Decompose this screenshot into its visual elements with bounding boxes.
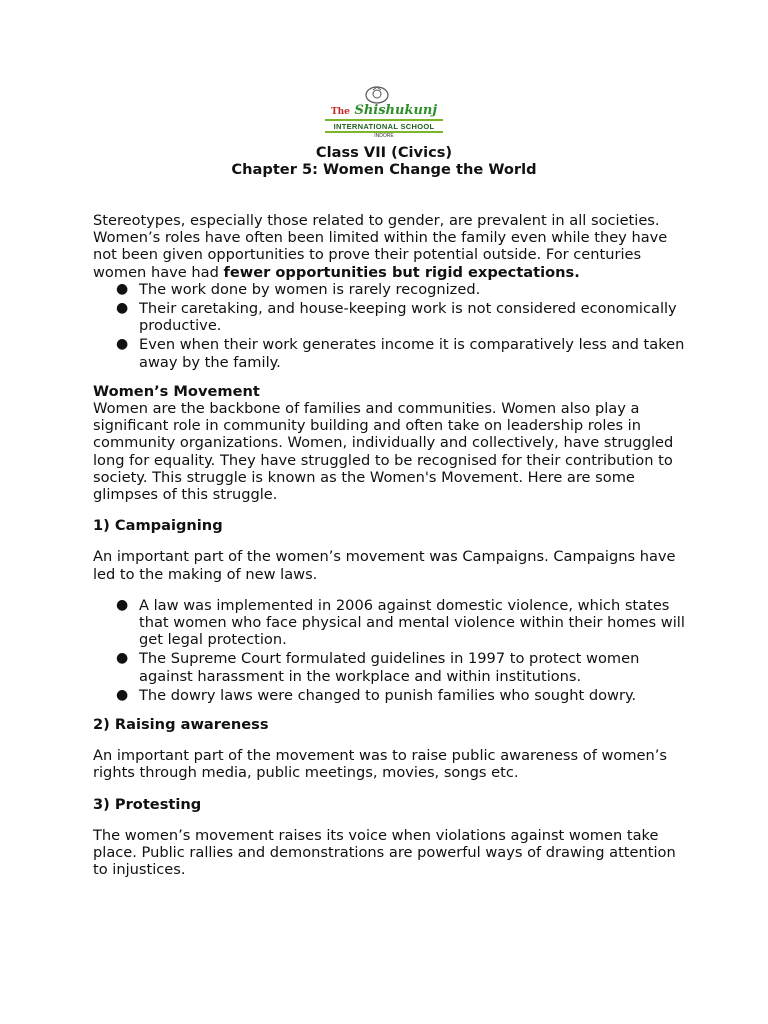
bullet-icon: ● [116,686,129,703]
list-item-text: A law was implemented in 2006 against domestic violence, which states that women who face physical and mental violence within their homes will get legal protection. [139,596,685,649]
list-item-text: Even when their work generates income it is comparatively less and taken away by the family. [139,336,685,371]
school-emblem-icon [364,86,390,104]
list-item [93,650,693,684]
bullet-icon: ● [116,300,129,317]
list-item-text: The Supreme Court formulated guidelines in 1997 to protect women against harassment in the workplace and within institutions. [139,650,640,685]
school-subtitle: INTERNATIONAL SCHOOL [333,122,435,131]
list-item [93,300,693,334]
list-item [93,336,693,370]
list-item [93,687,693,704]
campaigning-bullet-list [93,597,693,704]
logo-rule-top [325,119,443,121]
section-heading-movement: Women’s Movement [93,382,260,400]
movement-paragraph: Women are the backbone of families and communities. Women also play a significant role in community building and often take on leadership roles in community organizations. Women, individually and collectively, have struggled long for equality. They have struggled to be recognised for their contribution to society. This struggle is known as the Women's Movement. Here are some glimpses of this struggle. [93,400,674,504]
school-city: INDORE [374,133,394,139]
school-name [321,104,447,118]
section-heading-protesting: 3) Protesting [93,795,202,813]
school-name-the: The [330,107,350,117]
school-logo [321,86,447,144]
section-heading-campaigning: 1) Campaigning [93,517,223,535]
chapter-title: Chapter 5: Women Change the World [231,161,537,178]
document-body [93,212,693,879]
bullet-icon: ● [116,596,129,613]
list-item [93,281,693,298]
list-item-text: The work done by women is rarely recognized. [139,280,481,298]
list-item-text: The dowry laws were changed to punish families who sought dowry. [139,686,637,704]
protesting-paragraph: The women’s movement raises its voice when violations against women take place. Public rallies and demonstrations are powerful ways of drawing attention to injustices. [93,826,676,879]
intro-bullet-list [93,281,693,371]
bullet-icon: ● [116,280,129,297]
bullet-icon: ● [116,336,129,353]
class-title: Class VII (Civics) [315,144,453,161]
awareness-paragraph: An important part of the movement was to raise public awareness of women’s rights through media, public meetings, movies, songs etc. [93,747,668,782]
intro-paragraph [93,212,693,281]
school-name-main: Shishukunj [354,103,438,118]
list-item-text: Their caretaking, and house-keeping work is not considered economically productive. [139,300,677,335]
section-heading-awareness: 2) Raising awareness [93,716,269,734]
campaigning-paragraph: An important part of the women’s movement was Campaigns. Campaigns have led to the making of new laws. [93,548,676,583]
intro-text: Stereotypes, especially those related to gender, are prevalent in all societies. Women’s roles have often been limited within the family even while they have not been given opportunities to prove their potential outside. For centuries women have had [93,212,668,281]
bullet-icon: ● [116,650,129,667]
list-item [93,597,693,649]
intro-bold-text: fewer opportunities but rigid expectations. [223,263,580,281]
